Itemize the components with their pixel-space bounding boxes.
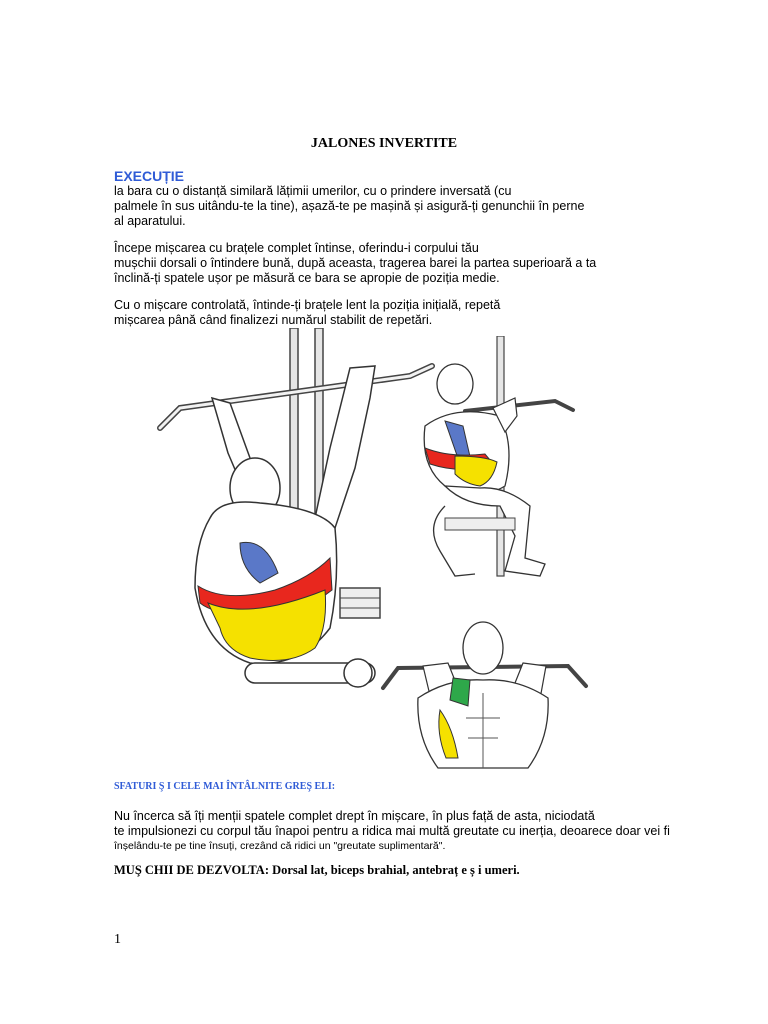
head	[463, 622, 503, 674]
text-line: Cu o mișcare controlată, întinde-ți brațele lent la poziția inițială, repetă	[114, 298, 501, 312]
muscles-worked: MUŞ CHII DE DEZVOLTA: Dorsal lat, biceps brahial, antebraț e ș i umeri.	[114, 863, 520, 877]
tips-heading: SFATURI Ş I CELE MAI ÎNTÂLNITE GREŞ ELI:	[114, 781, 336, 792]
text-line: înșelându-te pe tine însuți, crezând că ridici un "greutate suplimentară".	[114, 840, 446, 852]
execution-paragraph-3	[114, 298, 500, 328]
text-line: mușchii dorsali o întindere bună, după aceasta, tragerea barei la partea superioară a ta	[114, 256, 597, 270]
text-line: Începe mișcarea cu brațele complet întinse, oferindu-i corpului tău	[114, 241, 479, 255]
legs	[445, 486, 545, 576]
text-line: la bara cu o distanță similară lățimii umerilor, cu o prindere inversată (cu	[114, 184, 512, 198]
execution-paragraph-1	[114, 184, 584, 229]
page-title: JALONES INVERTITE	[310, 136, 458, 151]
pulldown-bar	[465, 401, 573, 411]
text-line: palmele în sus uitându-te la tine), așază-te pe mașină și asigură-ți genunchii în perne	[114, 199, 585, 213]
page-number: 1	[114, 932, 121, 947]
head	[437, 364, 473, 404]
seat	[445, 518, 515, 530]
text-line: Nu încerca să îți menții spatele complet drept în mișcare, în plus față de asta, niciodată	[114, 809, 595, 823]
text-line: înclină-ți spatele ușor pe măsură ce bara se apropie de poziția medie.	[114, 271, 500, 285]
tips-paragraph	[114, 809, 670, 854]
lat-pulldown-front-illustration	[378, 618, 593, 773]
weight-stack	[340, 588, 380, 618]
execution-heading: EXECUȚIE	[114, 168, 185, 184]
execution-paragraph-2	[114, 241, 596, 286]
text-line: te impulsionezi cu corpul tău înapoi pentru a ridica mai multă greutate cu inerția, deoarece doar vei fi	[114, 824, 670, 838]
text-line: al aparatului.	[114, 214, 186, 228]
text-line: mișcarea până când finalizezi numărul stabilit de repetări.	[114, 313, 433, 327]
lat-pulldown-side-illustration	[405, 336, 585, 586]
